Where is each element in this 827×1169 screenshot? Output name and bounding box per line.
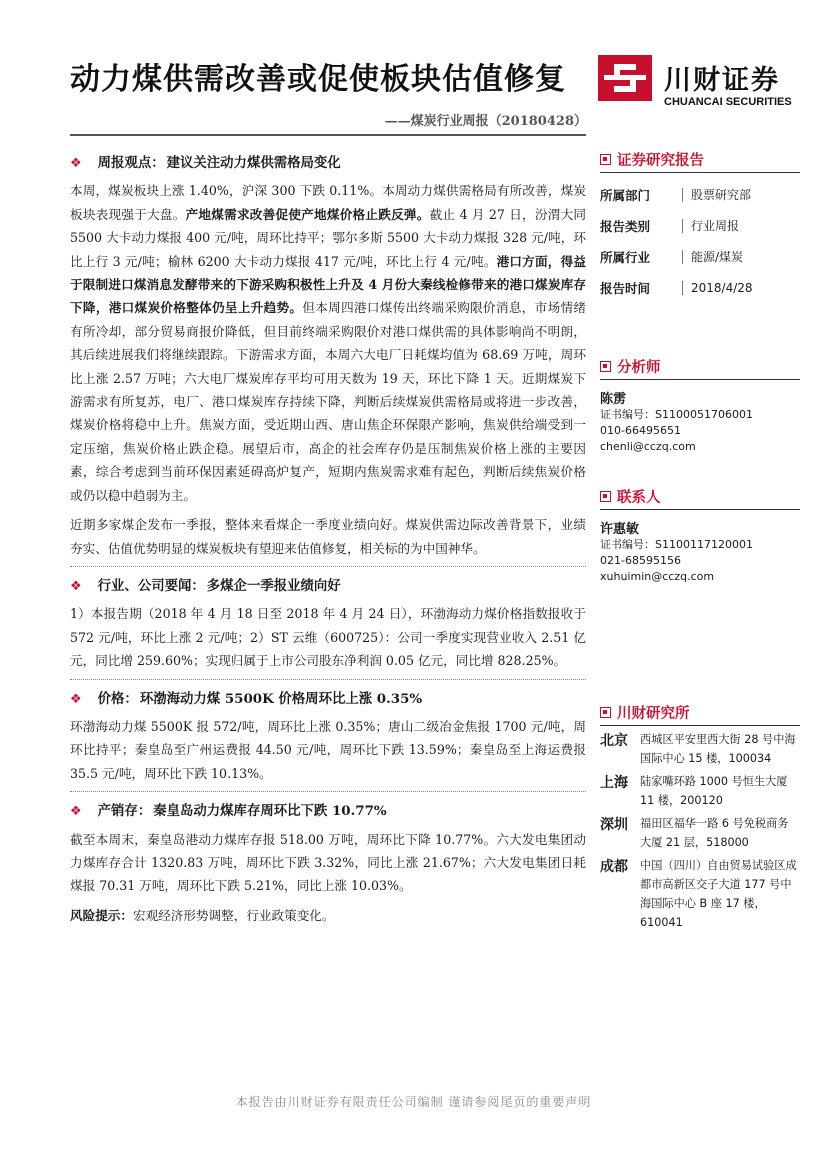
analyst-email[interactable]: chenli@cczq.com — [600, 440, 696, 453]
price-paragraph: 环渤海动力煤 5500K 报 572/吨，周环比上涨 0.35%；唐山二级冶金焦报 1700 元/吨，周环比持平；秦皇岛至广州运费报 44.50 元/吨，周环比下跌 13.59%；秦皇岛至上海运费报 35.5 元/吨，周环比下跌 10.13%。 — [70, 718, 586, 781]
logo-en-text: CHUANCAI SECURITIES — [664, 96, 792, 108]
analyst-cert: 证书编号：S1100051706001 — [600, 408, 753, 421]
sidebar-heading-contact: 联系人 — [600, 483, 800, 509]
sidebar — [600, 146, 800, 932]
inventory-paragraph: 截至本周末，秦皇岛港动力煤库存报 518.00 万吨，周环比下降 10.77%。六大发电集团动力煤库存合计 1320.83 万吨，周环比下跌 3.32%，同比上涨 21.67%；六大发电集团日耗煤报 70.31 万吨，周环比下跌 5.21%，同比上涨 10.03%。 — [70, 831, 586, 894]
contact-name: 许惠敏 — [600, 522, 640, 537]
square-bullet-icon — [600, 361, 611, 372]
analyst-phone: 010-66495651 — [600, 424, 681, 437]
office-shanghai: 上海 陆家嘴环路 1000 号恒生大厦 11 楼，200120 — [600, 775, 788, 807]
report-title: 动力煤供需改善或促使板块估值修复 — [70, 62, 566, 97]
section-heading-inventory: ❖ 产销存： 秦皇岛动力煤库存周环比下跌 10.77% — [70, 800, 586, 823]
contact-cert: 证书编号：S1100117120001 — [600, 538, 753, 551]
square-bullet-icon — [600, 491, 611, 502]
section-divider — [70, 791, 586, 792]
footer-disclaimer: 本报告由川财证券有限责任公司编制 谨请参阅尾页的重要声明 — [235, 1095, 592, 1109]
diamond-bullet-icon: ❖ — [70, 578, 82, 594]
info-row-category: 报告类别 行业周报 — [600, 218, 740, 234]
diamond-bullet-icon: ❖ — [70, 804, 82, 820]
info-row-date: 报告时间 2018/4/28 — [600, 280, 753, 296]
main-content — [70, 146, 586, 927]
risk-warning: 风险提示：宏观经济形势调整，行业政策变化。 — [70, 907, 335, 923]
info-row-industry: 所属行业 能源/煤炭 — [600, 249, 744, 265]
sidebar-divider — [600, 509, 800, 510]
section-divider — [70, 566, 586, 567]
chuancai-logo-icon — [598, 55, 652, 101]
info-row-department: 所属部门 股票研究部 — [600, 187, 752, 203]
title-divider — [70, 134, 586, 136]
square-bullet-icon — [600, 707, 611, 718]
sidebar-heading-analyst: 分析师 — [600, 353, 800, 379]
section-divider — [70, 679, 586, 680]
contact-phone: 021-68595156 — [600, 554, 681, 567]
analyst-name: 陈雳 — [600, 392, 627, 407]
view-paragraph-1: 本周，煤炭板块上涨 1.40%，沪深 300 下跌 0.11%。本周动力煤供需格局有所改善，煤炭板块表现强于大盘。产地煤需求改善促使产地煤价格止跌反弹。截止 4 月 27 日，汾渭大同 5500 大卡动力煤报 400 元/吨，周环比持平；鄂尔多斯 5500 大卡动力煤报 328 元/吨，环比上行 3 元/吨；榆林 6200 大卡动力煤报 417 元/吨，环比上行 4 元/吨。港口方面，得益于限制进口煤消息发酵带来的下游采购积极性上升及 4 月份大秦线检修带来的港口煤炭库存下降，港口煤炭价格整体仍呈上升趋势。但本周四港口煤传出终端采购限价消息，市场情绪有所冷却，部分贸易商报价降低，但目前终端采购限价对港口煤供需的具体影响尚不明朗，其后续进展我们将继续跟踪。下游需求方面，本周六大电厂日耗煤均值为 68.69 万吨，周环比上涨 2.57 万吨；六大电厂煤炭库存平均可用天数为 19 天，环比下降 1 天。近期煤炭下游需求有所复苏，电厂、港口煤炭库存持续下降，判断后续煤炭供需格局或将进一步改善，煤炭价格将稳中上升。焦炭方面，受近期山西、唐山焦企环保限产影响，焦炭供给端受到一定压缩，焦炭价格止跌企稳。展望后市，高企的社会库存仍是压制焦炭价格上涨的主要因素，综合考虑到当前环保因素延碍高炉复产，短期内焦炭需求难有起色，判断后续焦炭价格或仍以稳中趋弱为主。 — [70, 183, 587, 503]
logo-cn-text: 川财证券 — [664, 65, 780, 96]
sidebar-heading-report: 证券研究报告 — [600, 146, 800, 172]
office-shenzhen: 深圳 福田区福华一路 6 号免税商务大厦 21 层，518000 — [600, 817, 789, 849]
sidebar-divider — [600, 379, 800, 380]
sidebar-divider — [600, 725, 800, 726]
section-heading-view: ❖ 周报观点： 建议关注动力煤供需格局变化 — [70, 152, 586, 175]
sidebar-heading-institute: 川财研究所 — [600, 699, 800, 725]
office-beijing: 北京 西城区平安里西大街 28 号中海国际中心 15 楼，100034 — [600, 733, 796, 765]
news-paragraph: 1）本报告期（2018 年 4 月 18 日至 2018 年 4 月 24 日），环渤海动力煤价格指数报收于 572 元/吨，环比上涨 2 元/吨；2）ST 云维（600725）：公司一季度实现营业收入 2.51 亿元，同比增 259.60%；实现归属于上市公司股东净利润 0.05 亿元，同比增 828.25%。 — [70, 606, 586, 669]
section-heading-price: ❖ 价格： 环渤海动力煤 5500K 价格周环比上涨 0.35% — [70, 688, 586, 711]
report-subtitle: ——煤炭行业周报（20180428） — [384, 114, 587, 129]
section-heading-news: ❖ 行业、公司要闻： 多煤企一季报业绩向好 — [70, 575, 586, 598]
diamond-bullet-icon: ❖ — [70, 691, 82, 707]
contact-email[interactable]: xuhuimin@cczq.com — [600, 570, 715, 583]
diamond-bullet-icon: ❖ — [70, 156, 82, 171]
square-bullet-icon — [600, 154, 611, 165]
office-chengdu: 成都 中国（四川）自由贸易试验区成都市高新区交子大道 177 号中海国际中心 B 座 17 楼，610041 — [600, 859, 797, 929]
view-paragraph-2: 近期多家煤企发布一季报，整体来看煤企一季度业绩向好。煤炭供需边际改善背景下，业绩夯实、估值优势明显的煤炭板块有望迎来估值修复，相关标的为中国神华。 — [70, 517, 586, 556]
